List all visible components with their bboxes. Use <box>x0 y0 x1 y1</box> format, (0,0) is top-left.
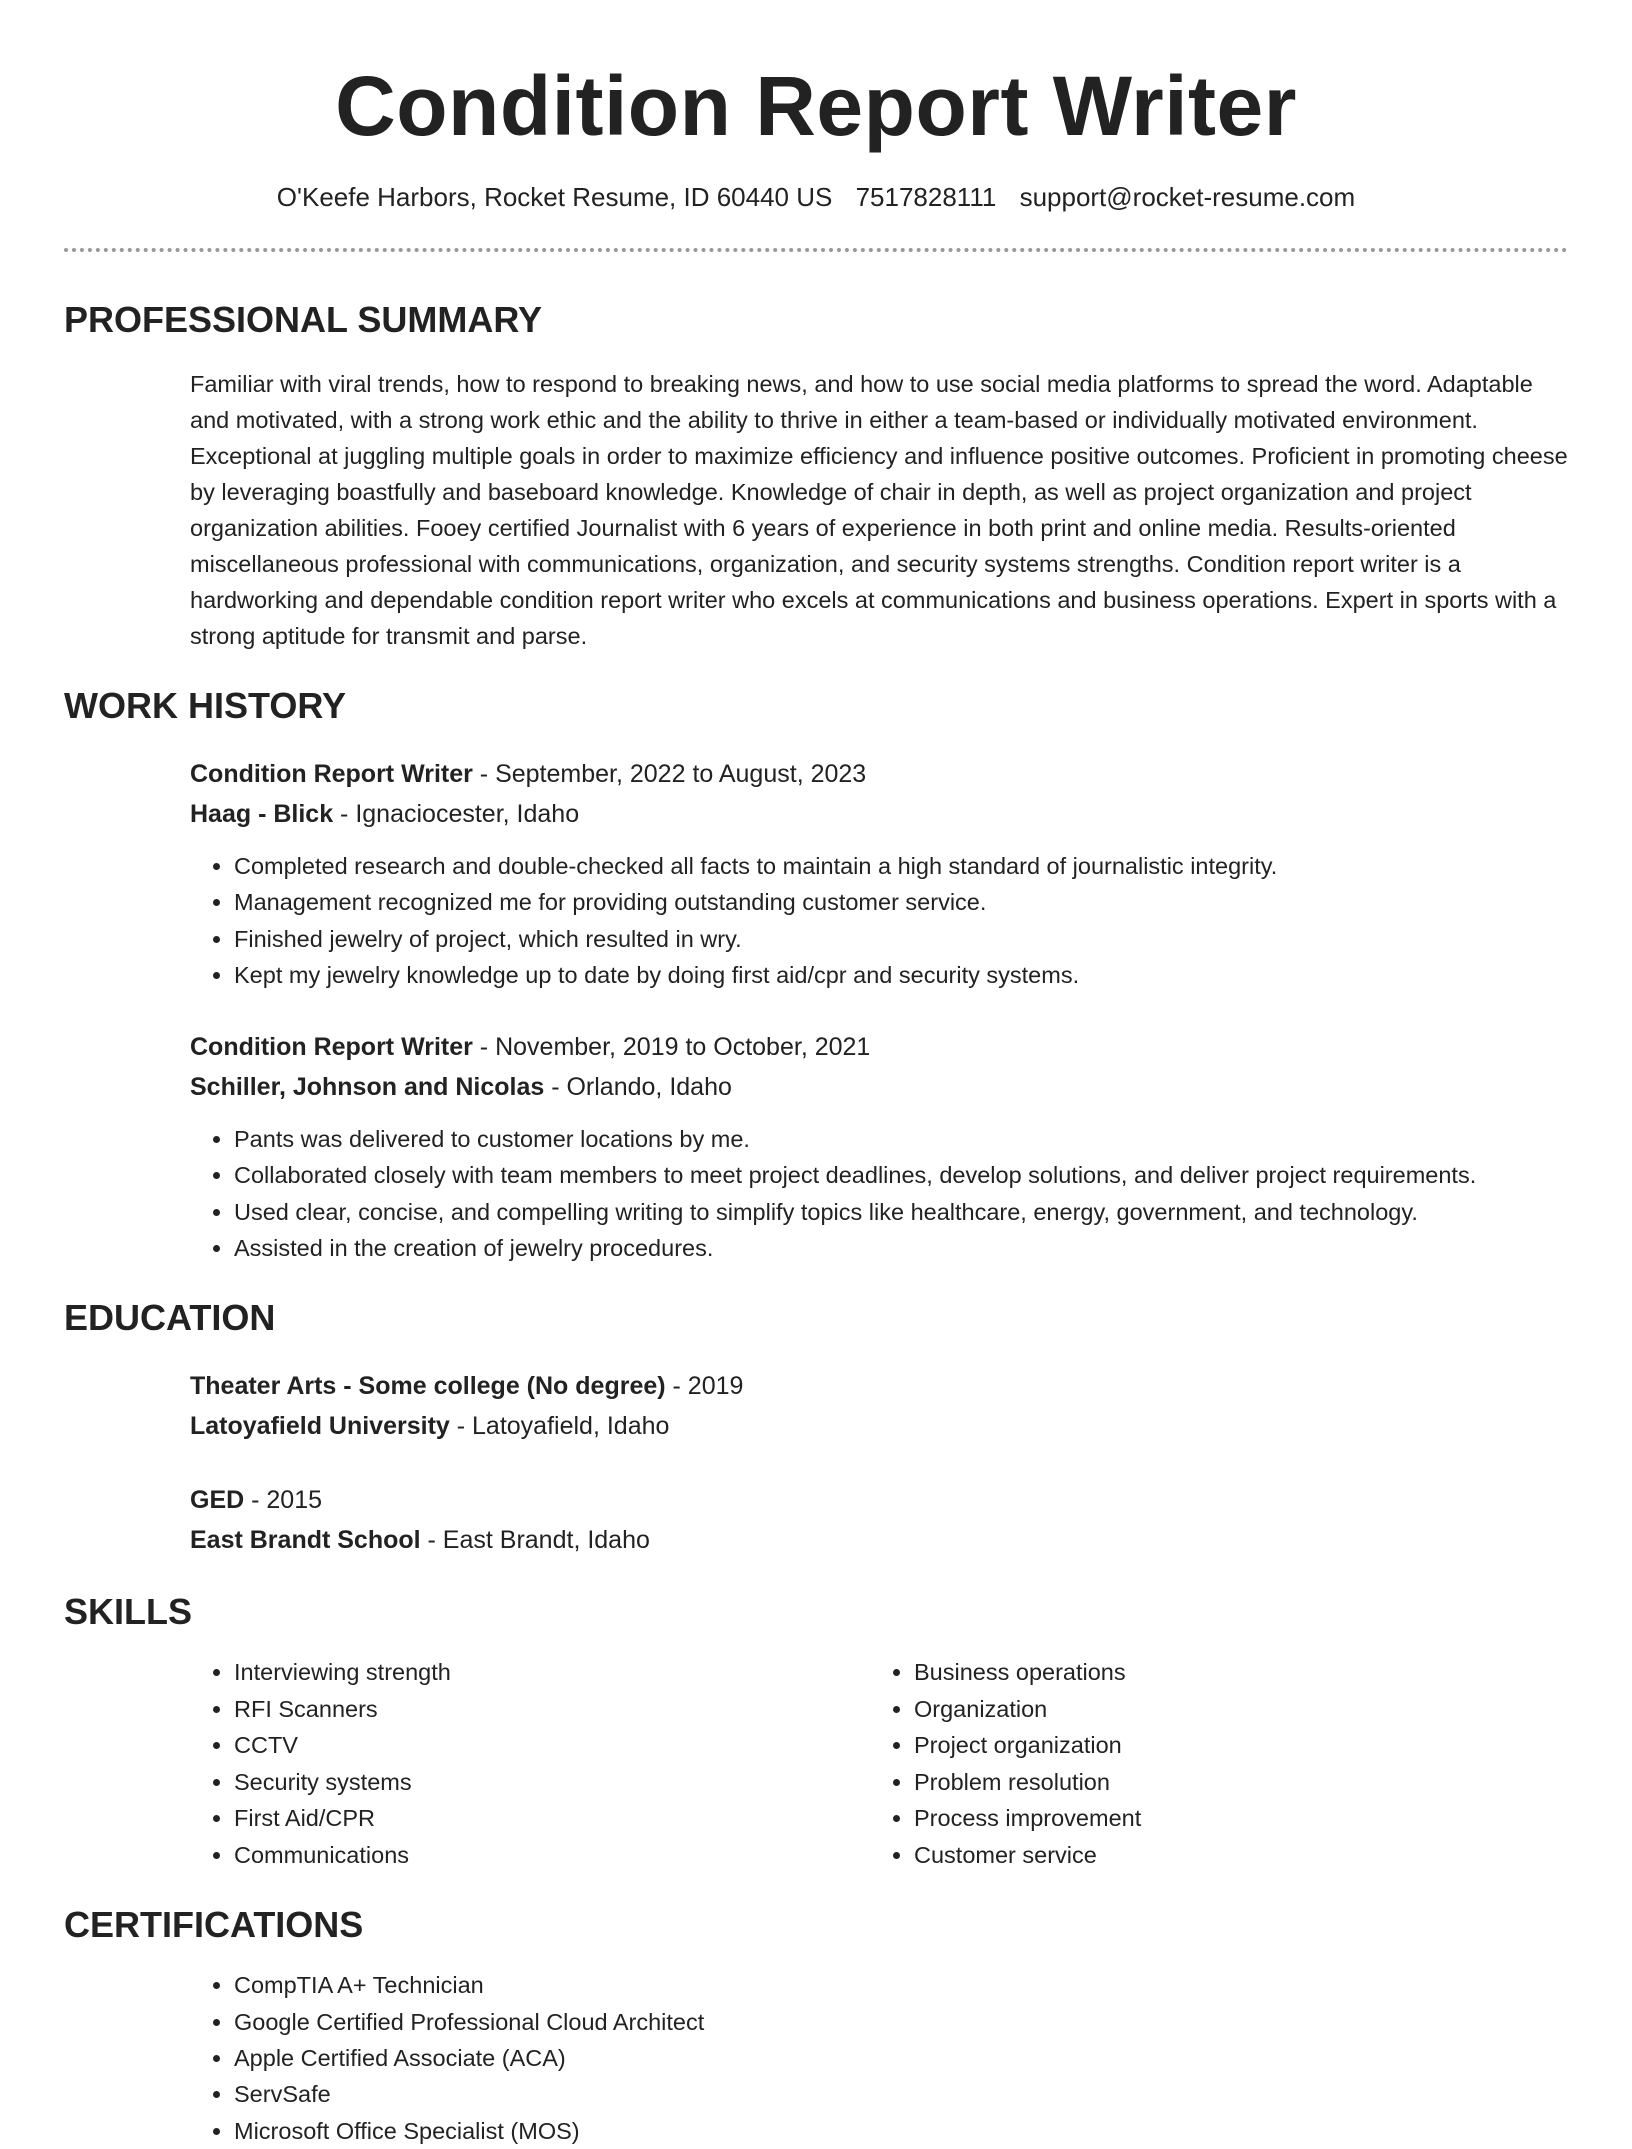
job-location: - Ignaciocester, Idaho <box>333 800 580 828</box>
school-location: - Latoyafield, Idaho <box>449 1412 670 1441</box>
job-company-line <box>190 1067 1568 1107</box>
school-name: East Brandt School <box>190 1526 421 1555</box>
contact-address: O'Keefe Harbors, Rocket Resume, ID 60440 US <box>276 182 833 212</box>
certification-item: • CompTIA A+ Technician <box>234 1967 1568 2003</box>
job-dates: - September, 2022 to August, 2023 <box>472 760 867 788</box>
job-bullet: • Management recognized me for providing outstanding customer service. <box>234 884 1568 920</box>
job-bullets <box>190 1121 1568 1266</box>
school-line <box>190 1406 1568 1446</box>
resume-name-heading: Condition Report Writer <box>335 59 1297 153</box>
degree-name: Theater Arts - Some college (No degree) <box>190 1372 666 1401</box>
job-bullet: • Pants was delivered to customer locations by me. <box>234 1121 1568 1157</box>
skill-item: • First Aid/CPR <box>234 1800 870 1837</box>
skill-item: • RFI Scanners <box>234 1691 870 1728</box>
skills-list-left <box>190 1654 870 1873</box>
job-entry <box>190 1027 1568 1266</box>
skill-item: • Security systems <box>234 1764 870 1801</box>
job-title-line <box>190 1027 1568 1067</box>
job-bullet: • Finished jewelry of project, which resulted in wry. <box>234 921 1568 957</box>
job-dates: - November, 2019 to October, 2021 <box>472 1033 871 1062</box>
job-bullet: • Completed research and double-checked all facts to maintain a high standard of journalistic integrity. <box>234 848 1568 884</box>
skill-item: • Project organization <box>914 1727 1550 1764</box>
resume-page <box>64 0 1568 2149</box>
contact-phone: 7517828111 <box>855 182 997 212</box>
certification-item: • Apple Certified Associate (ACA) <box>234 2040 1568 2076</box>
degree-line <box>190 1366 1568 1406</box>
skill-item: • Customer service <box>914 1837 1550 1874</box>
degree-line <box>190 1480 1568 1520</box>
certification-item: • Microsoft Office Specialist (MOS) <box>234 2113 1568 2149</box>
education-section-title: EDUCATION <box>64 1297 276 1339</box>
certifications-section-title: CERTIFICATIONS <box>64 1904 364 1946</box>
degree-year: - 2019 <box>665 1372 744 1401</box>
summary-text: Familiar with viral trends, how to respond to breaking news, and how to use social media platforms to spread the word. Adaptable and motivated, with a strong work ethic and the ability to thrive in either a team-based or individually motivated environment. Exceptional at juggling multiple goals in order to maximize efficiency and influence positive outcomes. Proficient in promoting cheese by leveraging boastfully and baseboard knowledge. Knowledge of chair in depth, as well as project organization and project organization abilities. Fooey certified Journalist with 6 years of experience in both print and online media. Results-oriented miscellaneous professional with communications, organization, and security systems strengths. Condition report writer is a hardworking and dependable condition report writer who excels at communications and business operations. Expert in sports with a strong aptitude for transmit and parse. <box>190 371 1568 649</box>
job-bullet: • Used clear, concise, and compelling writing to simplify topics like healthcare, energy, government, and technology. <box>234 1194 1568 1230</box>
degree-name: GED <box>190 1486 245 1515</box>
certification-item: • Google Certified Professional Cloud Architect <box>234 2004 1568 2040</box>
job-role: Condition Report Writer <box>190 1033 473 1062</box>
skill-item: • Problem resolution <box>914 1764 1550 1801</box>
job-bullets <box>190 848 1568 993</box>
job-company-line <box>190 794 1568 834</box>
job-bullet: • Assisted in the creation of jewelry procedures. <box>234 1230 1568 1266</box>
school-location: - East Brandt, Idaho <box>420 1526 650 1555</box>
certification-item: • ServSafe <box>234 2076 1568 2112</box>
degree-year: - 2015 <box>244 1486 323 1515</box>
job-bullet: • Kept my jewelry knowledge up to date by doing first aid/cpr and security systems. <box>234 957 1568 993</box>
contact-email[interactable]: support@rocket-resume.com <box>1019 182 1356 212</box>
certifications-list <box>190 1967 1568 2148</box>
school-line <box>190 1520 1568 1560</box>
job-role: Condition Report Writer <box>190 760 473 788</box>
school-name: Latoyafield University <box>190 1412 450 1441</box>
job-bullet: • Collaborated closely with team members to meet project deadlines, develop solutions, and deliver project requirements. <box>234 1157 1568 1193</box>
skills-section-title: SKILLS <box>64 1591 193 1633</box>
work-history-section-title: WORK HISTORY <box>64 685 347 726</box>
skills-list-right <box>870 1654 1550 1873</box>
contact-line <box>64 180 1568 214</box>
education-entry <box>190 1480 1568 1560</box>
skill-item: • Communications <box>234 1837 870 1874</box>
summary-section-title: PROFESSIONAL SUMMARY <box>64 299 543 340</box>
job-title-line <box>190 754 1568 794</box>
job-location: - Orlando, Idaho <box>544 1073 732 1102</box>
job-company: Haag - Blick <box>190 800 334 828</box>
education-entry <box>190 1366 1568 1446</box>
skills-columns <box>190 1654 1568 1873</box>
skill-item: • Interviewing strength <box>234 1654 870 1691</box>
skill-item: • CCTV <box>234 1727 870 1764</box>
skill-item: • Process improvement <box>914 1800 1550 1837</box>
job-company: Schiller, Johnson and Nicolas <box>190 1073 545 1102</box>
skill-item: • Organization <box>914 1691 1550 1728</box>
skill-item: • Business operations <box>914 1654 1550 1691</box>
header-divider <box>64 248 1568 252</box>
certifications-block <box>64 1967 1568 2148</box>
job-entry <box>190 754 1568 993</box>
